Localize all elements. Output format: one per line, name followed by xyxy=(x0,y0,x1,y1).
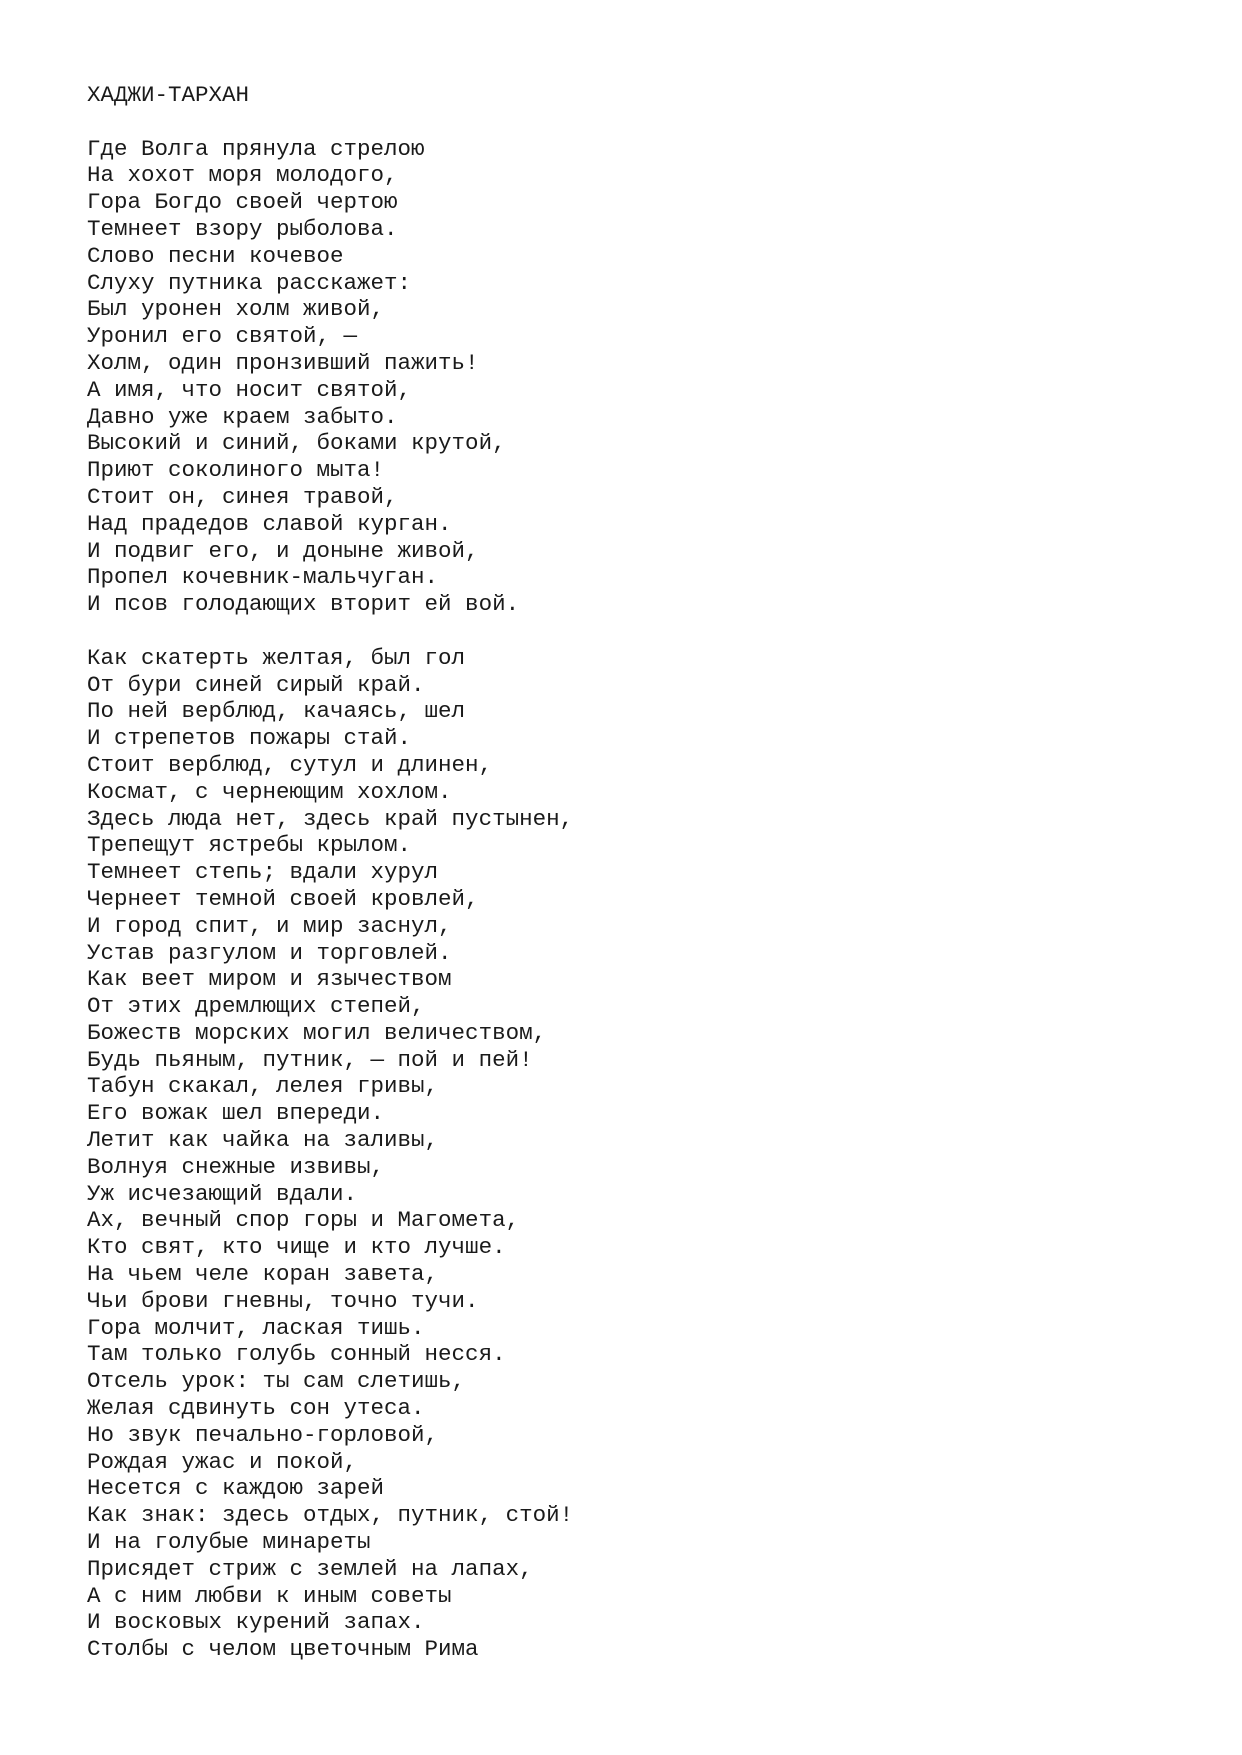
poem-line: Стоит верблюд, сутул и длинен, xyxy=(87,751,493,778)
poem-body xyxy=(87,82,1187,1663)
poem-line: Несется с каждою зарей xyxy=(87,1475,385,1502)
poem-line: Слово песни кочевое xyxy=(87,242,344,269)
poem-line: Темнеет взору рыболова. xyxy=(87,215,398,242)
poem-line: Приют соколиного мыта! xyxy=(87,457,385,484)
poem-line: Там только голубь сонный несся. xyxy=(87,1341,506,1368)
poem-line: Уронил его святой, — xyxy=(87,323,358,350)
poem-line: На хохот моря молодого, xyxy=(87,162,398,189)
blank-line xyxy=(87,618,1187,645)
poem-line: Столбы с челом цветочным Рима xyxy=(87,1636,479,1663)
poem-line: Слуху путника расскажет: xyxy=(87,269,412,296)
poem-line: Отсель урок: ты сам слетишь, xyxy=(87,1368,466,1395)
poem-line: Табун скакал, лелея гривы, xyxy=(87,1073,439,1100)
poem-line: Как скатерть желтая, был гол xyxy=(87,644,466,671)
poem-line: И восковых курений запах. xyxy=(87,1609,425,1636)
poem-line: Желая сдвинуть сон утеса. xyxy=(87,1395,425,1422)
poem-line: Устав разгулом и торговлей. xyxy=(87,939,452,966)
poem-line: От бури синей сирый край. xyxy=(87,671,425,698)
poem-line: И стрепетов пожары стай. xyxy=(87,725,412,752)
poem-line: Но звук печально-горловой, xyxy=(87,1421,439,1448)
poem-line: Давно уже краем забыто. xyxy=(87,403,398,430)
poem-line: Высокий и синий, боками крутой, xyxy=(87,430,506,457)
poem-line: Стоит он, синея травой, xyxy=(87,483,398,510)
poem-line: Над прадедов славой курган. xyxy=(87,510,452,537)
poem-line: Чернеет темной своей кровлей, xyxy=(87,885,479,912)
poem-line: Присядет стриж с землей на лапах, xyxy=(87,1555,533,1582)
poem-title: ХАДЖИ-ТАРХАН xyxy=(87,82,250,108)
poem-line: Пропел кочевник-мальчуган. xyxy=(87,564,439,591)
poem-line: Гора молчит, лаская тишь. xyxy=(87,1314,425,1341)
poem-line: Летит как чайка на заливы, xyxy=(87,1127,439,1154)
poem-line: На чьем челе коран завета, xyxy=(87,1261,439,1288)
poem-line: Был уронен холм живой, xyxy=(87,296,385,323)
poem-line: И псов голодающих вторит ей вой. xyxy=(87,591,520,618)
poem-line: И подвиг его, и доныне живой, xyxy=(87,537,479,564)
poem-line: Уж исчезающий вдали. xyxy=(87,1180,358,1207)
poem-line: Как веет миром и язычеством xyxy=(87,966,452,993)
poem-line: Где Волга прянула стрелою xyxy=(87,135,425,162)
poem-line: Как знак: здесь отдых, путник, стой! xyxy=(87,1502,574,1529)
poem-line: Холм, один пронзивший пажить! xyxy=(87,349,479,376)
poem-line: Темнеет степь; вдали хурул xyxy=(87,859,439,886)
stanza-1 xyxy=(87,136,1187,618)
poem-line: Ах, вечный спор горы и Магомета, xyxy=(87,1207,520,1234)
poem-line: Чьи брови гневны, точно тучи. xyxy=(87,1287,479,1314)
poem-line: А с ним любви к иным советы xyxy=(87,1582,452,1609)
poem-line: Гора Богдо своей чертою xyxy=(87,189,398,216)
poem-line: А имя, что носит святой, xyxy=(87,376,412,403)
poem-line: Здесь люда нет, здесь край пустынен, xyxy=(87,805,574,832)
poem-line: По ней верблюд, качаясь, шел xyxy=(87,698,466,725)
poem-line: Волнуя снежные извивы, xyxy=(87,1153,385,1180)
poem-line: Божеств морских могил величеством, xyxy=(87,1019,547,1046)
poem-line: Кто свят, кто чище и кто лучше. xyxy=(87,1234,506,1261)
poem-line: Будь пьяным, путник, — пой и пей! xyxy=(87,1046,533,1073)
poem-line: Космат, с чернеющим хохлом. xyxy=(87,778,452,805)
blank-line xyxy=(87,109,1187,136)
stanza-2 xyxy=(87,645,1187,1663)
poem-line: И город спит, и мир заснул, xyxy=(87,912,452,939)
poem-line: От этих дремлющих степей, xyxy=(87,993,425,1020)
poem-line: Рождая ужас и покой, xyxy=(87,1448,358,1475)
poem-line: Трепещут ястребы крылом. xyxy=(87,832,412,859)
poem-line: Его вожак шел впереди. xyxy=(87,1100,385,1127)
poem-line: И на голубые минареты xyxy=(87,1529,371,1556)
